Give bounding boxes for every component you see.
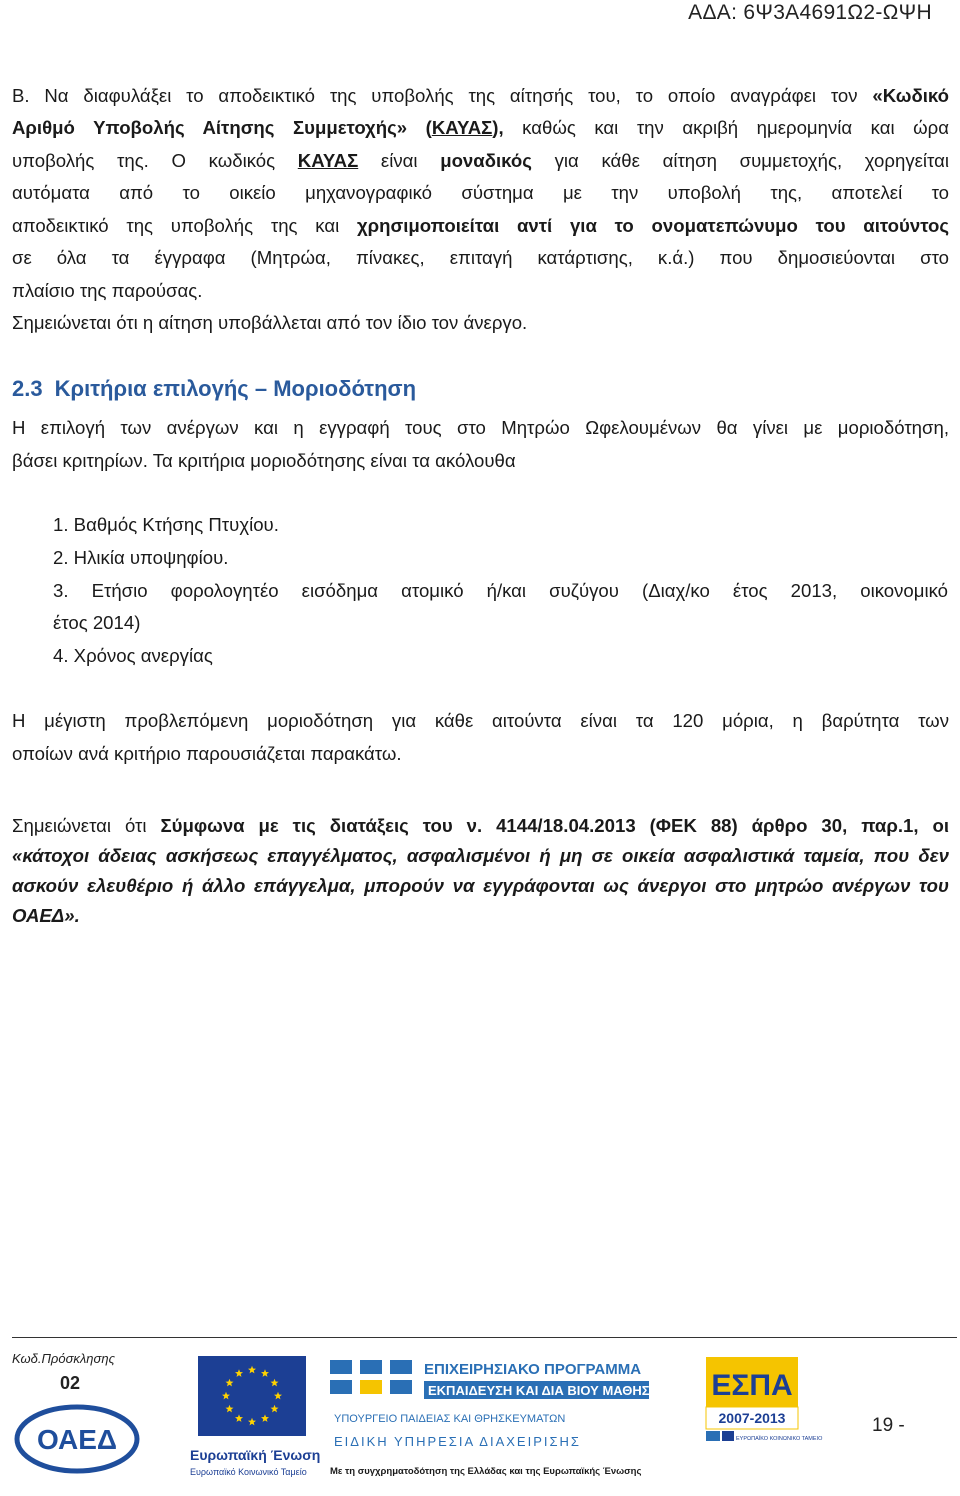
ministry-name: ΥΠΟΥΡΓΕΙΟ ΠΑΙΔΕΙΑΣ ΚΑΙ ΘΡΗΣΚΕΥΜΑΤΩΝ xyxy=(334,1413,566,1425)
oaed-logo-text: ΟΑΕΔ xyxy=(36,1424,118,1455)
criterion-item-continued: έτος 2014) xyxy=(53,612,141,633)
oaed-logo xyxy=(15,1405,140,1473)
intro-line-1: Η επιλογή των ανέργων και η εγγραφή τους στο Μητρώο Ωφελουμένων θα γίνει με μοριοδότηση, xyxy=(12,417,949,438)
section-b-line-8: Σημειώνεται ότι η αίτηση υποβάλλεται από τον ίδιο τον άνεργο. xyxy=(12,312,528,333)
managing-authority: ΕΙΔΙΚΗ ΥΠΗΡΕΣΙΑ ΔΙΑΧΕΙΡΙΣΗΣ xyxy=(334,1434,581,1449)
section-b-line-2: Αριθμό Υποβολής Αίτησης Συμμετοχής» (ΚΑΥΑΣ), καθώς και την ακριβή ημερομηνία και ώρα xyxy=(12,117,949,138)
criterion-item: 2. Ηλικία υποψηφίου. xyxy=(53,547,229,568)
max-score-line-1: Η μέγιστη προβλεπόμενη μοριοδότηση για κάθε αιτούντα είναι τα 120 μόρια, η βαρύτητα των xyxy=(12,710,949,731)
espa-logo xyxy=(706,1357,823,1449)
note-line-1: Σημειώνεται ότι Σύμφωνα με τις διατάξεις του ν. 4144/18.04.2013 (ΦΕΚ 88) άρθρο 30, παρ.1, οι xyxy=(12,815,949,836)
cofinancing-note: Με τη συγχρηματοδότηση της Ελλάδας και της Ευρωπαϊκής Ένωσης xyxy=(330,1466,642,1477)
section-b-line-1: Β. Να διαφυλάξει το αποδεικτικό της υποβολής της αίτησής του, το οποίο αναγράφει τον «Κωδικό xyxy=(12,85,949,106)
note-line-2: «κάτοχοι άδειας ασκήσεως επαγγέλματος, ασφαλισμένοι ή μη σε οικεία ασφαλιστικά ταμεία, που δεν xyxy=(12,845,949,866)
operational-programme-block xyxy=(330,1352,660,1482)
op-title-2: ΕΚΠΑΙΔΕΥΣΗ ΚΑΙ ΔΙΑ ΒΙΟΥ ΜΑΘΗΣΗ xyxy=(428,1383,659,1398)
intro-line-2: βάσει κριτηρίων. Τα κριτήρια μοριοδότησης είναι τα ακόλουθα xyxy=(12,450,516,471)
section-b-line-4: αυτόματα από το οικείο μηχανογραφικό σύστημα με την υποβολή της, αποτελεί το xyxy=(12,182,949,203)
eu-name: Ευρωπαϊκή Ένωση xyxy=(190,1447,321,1463)
max-score-line-2: οποίων ανά κριτήριο παρουσιάζεται παρακάτω. xyxy=(12,743,402,764)
criterion-item: 1. Βαθμός Κτήσης Πτυχίου. xyxy=(53,514,279,535)
section-b-line-7: πλαίσιο της παρούσας. xyxy=(12,280,203,301)
section-heading: 2.3 Κριτήρια επιλογής – Μοριοδότηση xyxy=(12,376,417,401)
section-b-line-5: αποδεικτικό της υποβολής της και χρησιμοποιείται αντί για το ονοματεπώνυμο του αιτούντος xyxy=(12,215,949,236)
note-line-4: ΟΑΕΔ». xyxy=(12,905,80,926)
eu-fund: Ευρωπαϊκό Κοινωνικό Ταμείο xyxy=(190,1467,307,1477)
page-number: 19 - xyxy=(872,1415,905,1436)
espa-tag: ΕΥΡΩΠΑΪΚΟ ΚΟΙΝΩΝΙΚΟ ΤΑΜΕΙΟ xyxy=(736,1436,823,1442)
invitation-code-number: 02 xyxy=(60,1373,81,1393)
ada-header: ΑΔΑ: 6Ψ3Α4691Ω2-ΩΨΗ xyxy=(688,1,932,24)
espa-years: 2007-2013 xyxy=(718,1410,786,1426)
criterion-item: 3. Ετήσιο φορολογητέο εισόδημα ατομικό ή/και συζύγου (Διαχ/κο έτος 2013, οικονομικό xyxy=(53,580,948,601)
footer-divider xyxy=(12,1337,957,1338)
criterion-item: 4. Χρόνος ανεργίας xyxy=(53,645,213,666)
invitation-code-label: Κωδ.Πρόσκλησης xyxy=(12,1351,115,1366)
note-line-3: ασκούν ελευθέριο ή άλλο επάγγελμα, μπορούν να εγγράφονται ως άνεργοι στο μητρώο ανέργων του xyxy=(12,875,949,896)
section-b-line-6: σε όλα τα έγγραφα (Μητρώα, πίνακες, επιταγή κατάρτισης, κ.ά.) που δημοσιεύονται στο xyxy=(12,247,949,268)
op-title-1: ΕΠΙΧΕΙΡΗΣΙΑΚΟ ΠΡΟΓΡΑΜΜΑ xyxy=(424,1361,642,1378)
espa-name: ΕΣΠΑ xyxy=(711,1369,793,1402)
eu-flag-block xyxy=(190,1352,321,1480)
section-b-line-3: υποβολής της. Ο κωδικός ΚΑΥΑΣ είναι μοναδικός για κάθε αίτηση συμμετοχής, χορηγείται xyxy=(12,150,949,171)
